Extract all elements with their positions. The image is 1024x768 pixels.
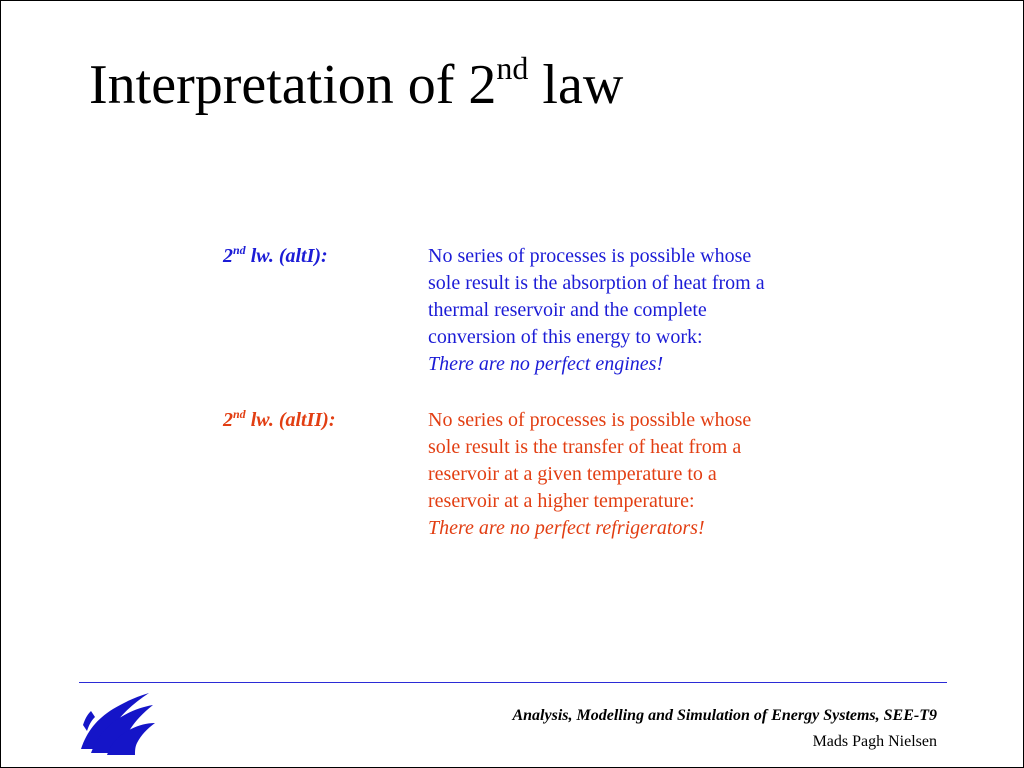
law-label-text: lw. (altII): xyxy=(245,409,336,431)
law-label-alt1 xyxy=(223,243,328,270)
law-conclusion-alt1: There are no perfect engines! xyxy=(428,353,664,375)
law-label-number: 2 xyxy=(223,409,233,431)
law-line: thermal reservoir and the complete xyxy=(428,299,707,321)
law-line: No series of processes is possible whose xyxy=(428,245,752,267)
law-label-number: 2 xyxy=(223,245,233,267)
university-wave-logo-icon xyxy=(79,691,157,755)
title-superscript: nd xyxy=(496,50,529,86)
footer-author: Mads Pagh Nielsen xyxy=(812,733,937,750)
law-line: conversion of this energy to work: xyxy=(428,326,703,348)
law-line: reservoir at a given temperature to a xyxy=(428,463,717,485)
law-line: No series of processes is possible whose xyxy=(428,409,752,431)
law-label-text: lw. (altI): xyxy=(245,245,328,267)
law-conclusion-alt2: There are no perfect refrigerators! xyxy=(428,517,705,539)
law-line: sole result is the transfer of heat from a xyxy=(428,436,742,458)
law-text-alt2 xyxy=(428,407,828,542)
footer-course-title: Analysis, Modelling and Simulation of Energy Systems, SEE-T9 xyxy=(512,707,937,724)
law-line: reservoir at a higher temperature: xyxy=(428,490,695,512)
title-suffix: law xyxy=(528,54,624,116)
law-label-alt2 xyxy=(223,407,336,434)
law-text-alt1 xyxy=(428,243,828,378)
law-label-superscript: nd xyxy=(233,243,246,257)
footer-divider xyxy=(79,682,947,683)
law-line: sole result is the absorption of heat from a xyxy=(428,272,765,294)
title-prefix: Interpretation of 2 xyxy=(89,54,497,116)
law-label-superscript: nd xyxy=(233,407,246,421)
slide-title xyxy=(89,50,624,117)
